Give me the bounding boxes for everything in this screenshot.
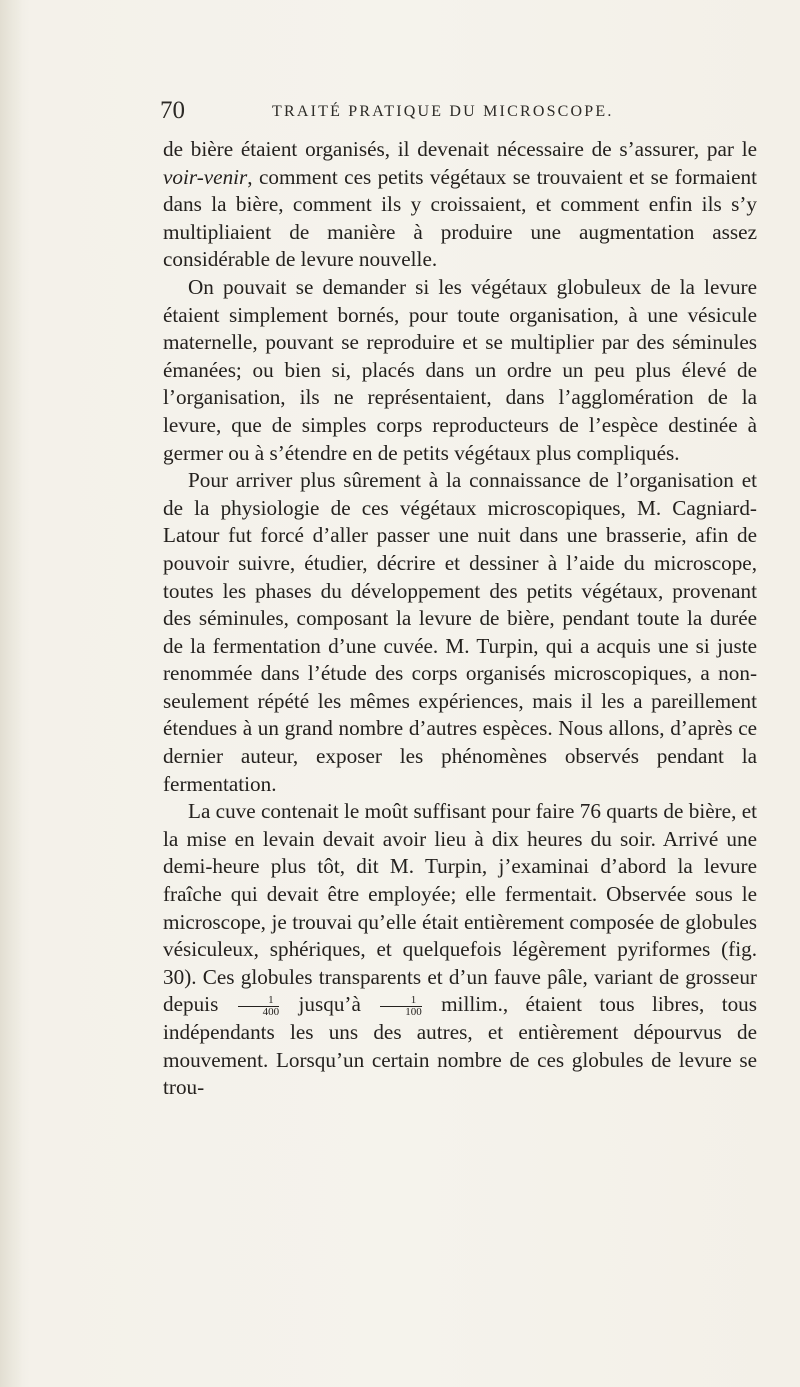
page-header xyxy=(160,96,760,132)
paragraph-4: La cuve contenait le moût suffisant pour faire 76 quarts de bière, et la mise en levain devait avoir lieu à dix heures du soir. Arrivé une demi-heure plus tôt, dit M. Turpin, j’examinai d’abord la levure fraîche qui devait être employée; elle fermentait. Observée sous le microscope, je trouvai qu’elle était entièrement composée de globules vésiculeux, sphériques, et quelquefois légèrement pyriformes (fig. 30). Ces globules transparents et d’un fauve pâle, variant de grosseur depuis $\frac{1}{400}$ jusqu’à $\frac{1}{100}$ millim., étaient tous libres, tous indépendants les uns des autres, et entièrement dépourvus de mouvement. Lorsqu’un certain nombre de ces globules de levure se trou- xyxy=(163,799,758,1100)
running-title: TRAITÉ PRATIQUE DU MICROSCOPE. xyxy=(272,103,614,120)
fraction-max-size: $\frac{1}{100}$ xyxy=(380,995,422,1018)
paragraph-1: de bière étaient organisés, il devenait nécessaire de s’assurer, par le voir-venir, comment ces petits végétaux se trouvaient et se formaient dans la bière, comment ils y croissaient, et comment enfin ils s’y multipliaient de manière à produire une augmentation assez considérable de levure nouvelle. xyxy=(163,137,757,272)
body-text xyxy=(163,136,757,1102)
fraction-min-size: $\frac{1}{400}$ xyxy=(238,995,280,1018)
italic-term: voir-venir xyxy=(163,164,248,189)
page-number: 70 xyxy=(160,97,185,124)
paragraph-2: On pouvait se demander si les végétaux globuleux de la levure étaient simplement bornés, pour toute organisation, à une vésicule maternelle, pouvant se reproduire et se multiplier par des séminules émanées; ou bien si, placés dans un ordre un peu plus élevé de l’organisation, ils ne représentaient, dans l’agglomération de la levure, que de simples corps reproducteurs de l’espèce destinée à germer ou à s’étendre en de petits végétaux plus compliqués. xyxy=(163,274,757,465)
page-gutter-shadow xyxy=(0,0,22,1387)
paragraph-3: Pour arriver plus sûrement à la connaissance de l’organisation et de la physiologie de ces végétaux microscopiques, M. Cagniard-Latour fut forcé d’aller passer une nuit dans une brasserie, afin de pouvoir suivre, étudier, décrire et dessiner à l’aide du microscope, toutes les phases du développement des petits végétaux, provenant des séminules, composant la levure de bière, pendant toute la durée de la fermentation d’une cuvée. M. Turpin, qui a acquis une si juste renommée dans l’étude des corps organisés microscopiques, a non-seulement répété les mêmes expériences, mais il les a pareillement étendues à un grand nombre d’autres espèces. Nous allons, d’après ce dernier auteur, exposer les phénomènes observés pendant la fermentation. xyxy=(163,468,757,796)
